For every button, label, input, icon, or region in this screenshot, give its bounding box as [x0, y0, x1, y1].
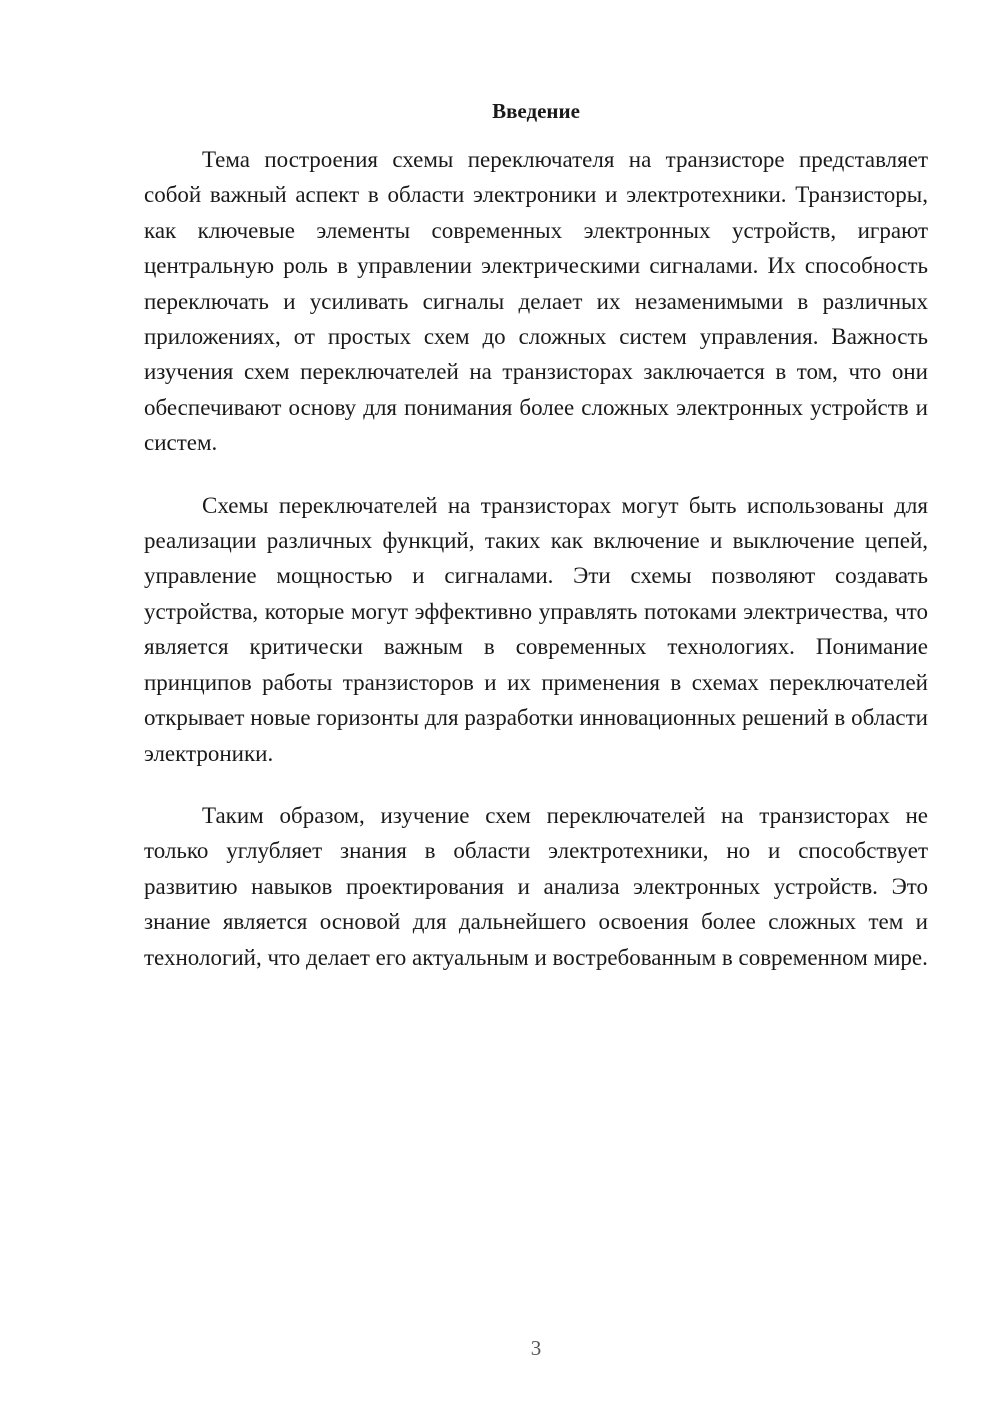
body-text	[144, 142, 928, 1002]
paragraph-3: Таким образом, изучение схем переключателей на транзисторах не только углубляет знания в области электротехники, но и способствует развитию навыков проектирования и анализа электронных устройств. Это знание является основой для дальнейшего освоения более сложных тем и технологий, что делает его актуальным и востребованным в современном мире.	[144, 802, 928, 970]
page-number: 3	[530, 1336, 542, 1360]
paragraph-2: Схемы переключателей на транзисторах могут быть использованы для реализации различных функций, таких как включение и выключение цепей, управление мощностью и сигналами. Эти схемы позволяют создавать устройства, которые могут эффективно управлять потоками электричества, что является критически важным в современных технологиях. Понимание принципов работы транзисторов и их применения в схемах переключателей открывает новые горизонты для разработки инновационных решений в области электроники.	[144, 492, 928, 766]
paragraph-1: Тема построения схемы переключателя на транзисторе представляет собой важный аспект в области электроники и электротехники. Транзисторы, как ключевые элементы современных электронных устройств, играют центральную роль в управлении электрическими сигналами. Их способность переключать и усиливать сигналы делает их незаменимыми в различных приложениях, от простых схем до сложных систем управления. Важность изучения схем переключателей на транзисторах заключается в том, что они обеспечивают основу для понимания более сложных электронных устройств и систем.	[144, 147, 928, 456]
section-heading: Введение	[492, 99, 580, 123]
